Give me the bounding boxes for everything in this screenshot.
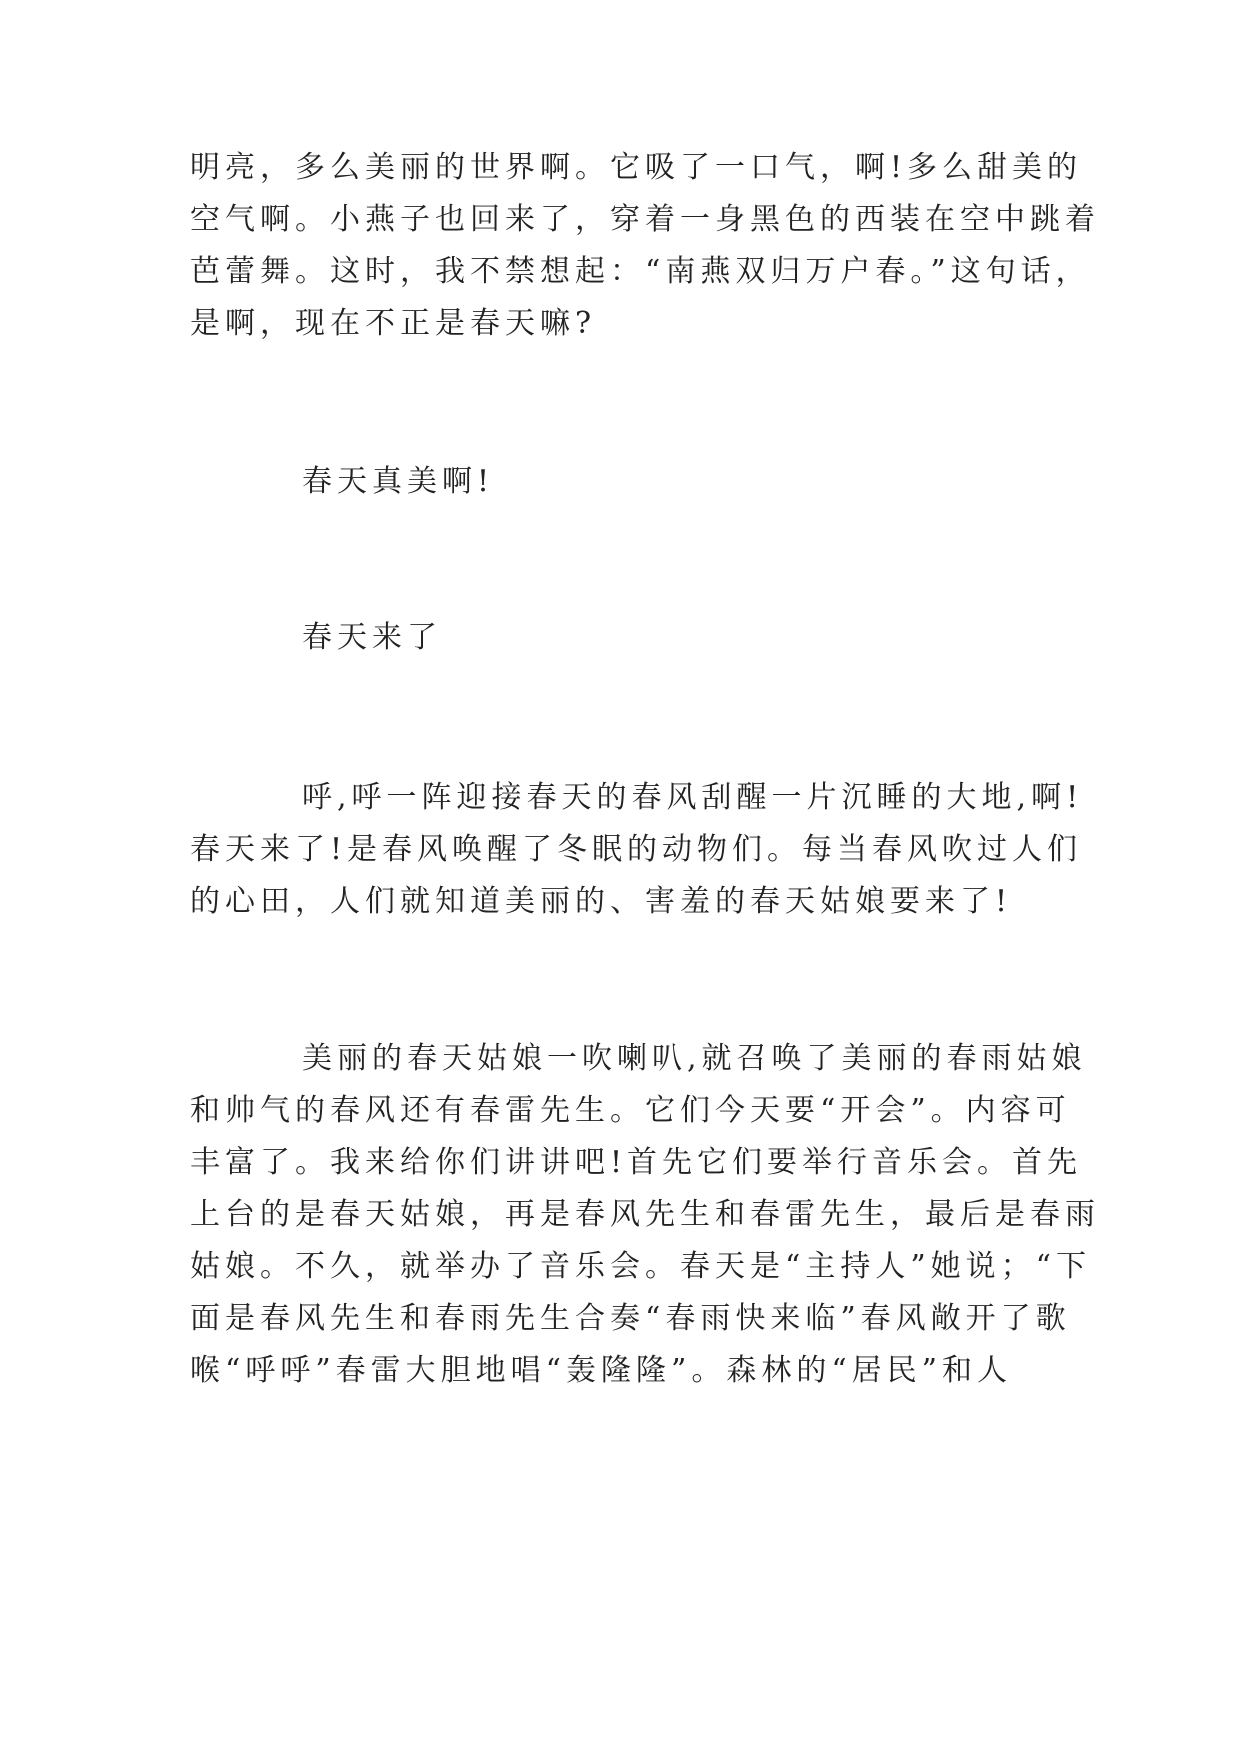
paragraph-4-line-3: 的心田，人们就知道美丽的、害羞的春天姑娘要来了! (190, 884, 1013, 919)
paragraph-1-line-3: 芭蕾舞。这时，我不禁想起：“南燕双归万户春。”这句话， (190, 254, 1091, 289)
paragraph-1-line-4: 是啊，现在不正是春天嘛? (190, 306, 597, 341)
paragraph-1-line-1: 明亮，多么美丽的世界啊。它吸了一口气，啊!多么甜美的 (190, 150, 1083, 185)
paragraph-4-line-2: 春天来了!是春风唤醒了冬眠的动物们。每当春风吹过人们 (190, 832, 1083, 867)
paragraph-5-line-4: 上台的是春天姑娘，再是春风先生和春雷先生，最后是春雨 (190, 1197, 1100, 1232)
paragraph-5-line-3: 丰富了。我来给你们讲讲吧!首先它们要举行音乐会。首先 (190, 1145, 1083, 1180)
paragraph-3-line-1: 春天来了 (302, 620, 442, 655)
paragraph-5-line-6: 面是春风先生和春雨先生合奏“春雨快来临”春风敞开了歌 (190, 1301, 1071, 1336)
paragraph-5-line-2: 和帅气的春风还有春雷先生。它们今天要“开会”。内容可 (190, 1093, 1071, 1128)
paragraph-5-line-5: 姑娘。不久，就举办了音乐会。春天是“主持人”她说；“下 (190, 1249, 1092, 1284)
paragraph-4-line-1: 呼,呼一阵迎接春天的春风刮醒一片沉睡的大地,啊! (302, 780, 1084, 815)
paragraph-5-line-1: 美丽的春天姑娘一吹喇叭,就召唤了美丽的春雨姑娘 (302, 1041, 1087, 1076)
paragraph-2-line-1: 春天真美啊! (302, 464, 495, 499)
paragraph-5-line-7: 喉“呼呼”春雷大胆地唱“轰隆隆”。森林的“居民”和人 (190, 1353, 1013, 1388)
paragraph-1-line-2: 空气啊。小燕子也回来了，穿着一身黑色的西装在空中跳着 (190, 202, 1100, 237)
